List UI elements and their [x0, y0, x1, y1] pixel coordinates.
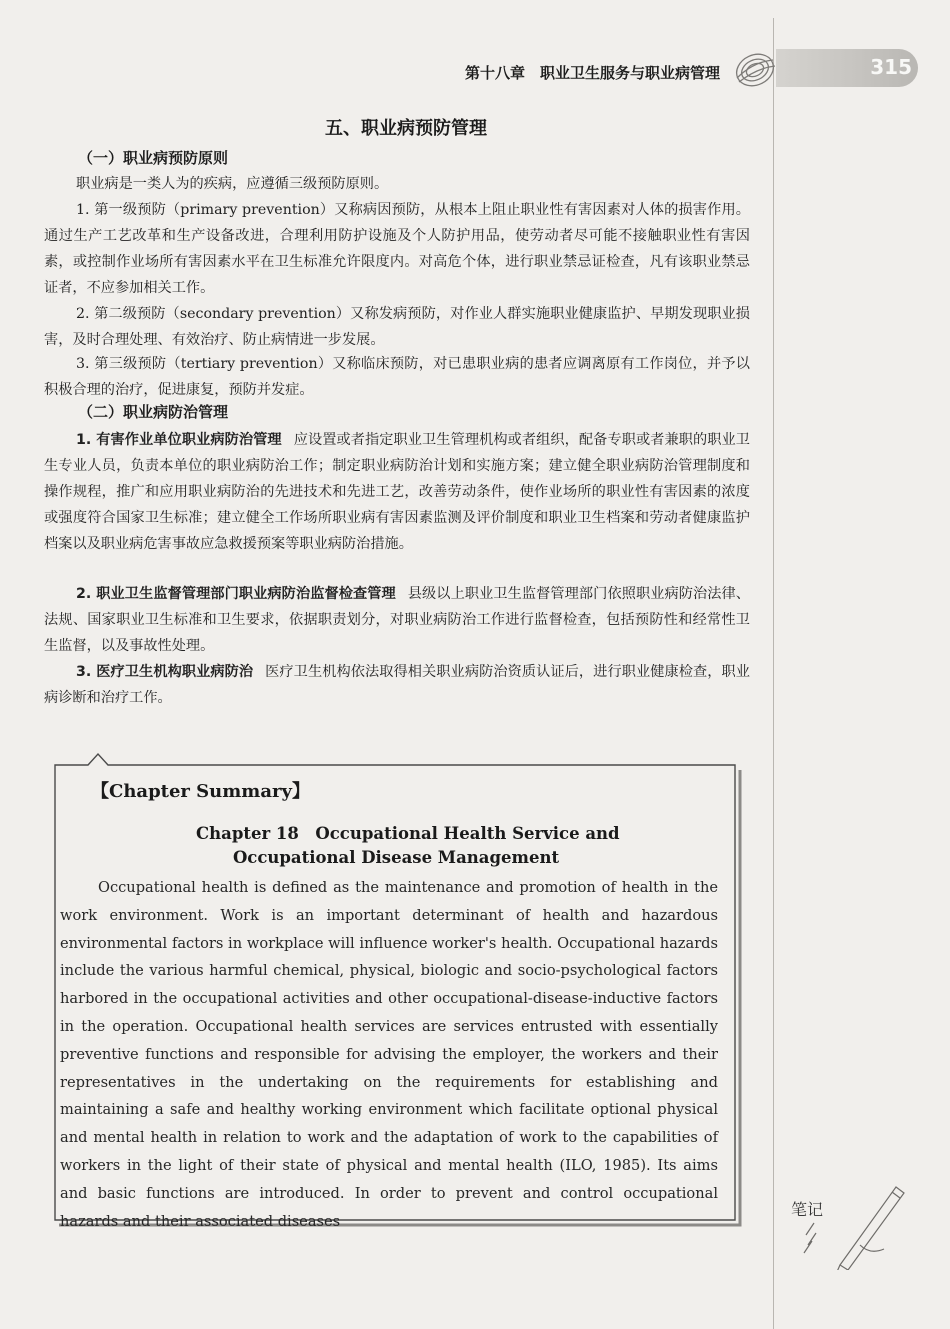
margin-divider: [773, 18, 774, 1329]
page-number: 315: [870, 55, 912, 79]
swirl-ornament-icon: [733, 48, 777, 90]
paragraph-secondary-prevention: 2. 第二级预防（secondary prevention）又称发病预防，对作业人群实施职业健康监护、早期发现职业损害，及时合理处理、有效治疗、防止病情进一步发展。: [44, 306, 750, 348]
paragraph-lead: 3. 医疗卫生机构职业病防治: [76, 664, 254, 680]
paragraph-tertiary-prevention: 3. 第三级预防（tertiary prevention）又称临床预防，对已患职业病的患者应调离原有工作岗位，并予以积极合理的治疗，促进康复，预防并发症。: [44, 356, 750, 398]
paragraph-text: 县级以上职业卫生监督管理部门依照职业病防治法律、法规、国家职业卫生标准和卫生要求，依据职责划分，对职业病防治工作进行监督检查，包括预防性和经常性卫生监督，以及事故性处理。: [44, 586, 750, 654]
paragraph-text: 医疗卫生机构依法取得相关职业病防治资质认证后，进行职业健康检查，职业病诊断和治疗工作。: [44, 664, 750, 706]
paragraph-lead: 1. 有害作业单位职业病防治管理: [76, 432, 282, 448]
running-header-chapter-title: 第十八章 职业卫生服务与职业病管理: [464, 64, 720, 82]
paragraph-supervision-management: [44, 581, 750, 659]
notes-label: 笔记: [791, 1200, 824, 1219]
paragraph-text: 应设置或者指定职业卫生管理机构或者组织，配备专职或者兼职的职业卫生专业人员，负责本单位的职业病防治工作；制定职业病防治计划和实施方案；建立健全职业病防治管理制度和操作规程，推广和应用职业病防治的先进技术和先进工艺，改善劳动条件，使作业场所的职业性有害因素的浓度或强度符合国家卫生标准；建立健全工作场所职业病有害因素监测及评价制度和职业卫生档案和劳动者健康监护档案以及职业病危害事故应急救援预案等职业病防治措施。: [44, 432, 750, 552]
summary-label: 【Chapter Summary】: [91, 781, 310, 802]
summary-body: Occupational health is defined as the maintenance and promotion of health in the work environment. Work is an important determinant of health and hazardous environmental factors in workplace will influence worker's health. Occupational hazards include the various harmful chemical, physical, biologic and socio-psychological factors harbored in the occupational activities and other occupational-disease-inductive factors in the operation. Occupational health services are services entrusted with essentially preventive functions and responsible for advising the employer, the workers and their representatives in the undertaking on the requirements for establishing and maintaining a safe and healthy working environment which facilitate optional physical and mental health in relation to work and the adaptation of work to the capabilities of workers in the light of their state of physical and mental health (ILO, 1985). Its aims and basic functions are introduced. In order to prevent and control occupational hazards and their associated diseases: [60, 879, 718, 1230]
summary-title-line-1: Chapter 18 Occupational Health Service and: [196, 824, 620, 843]
paragraph-employer-management: [44, 427, 750, 557]
subsection-heading-management: （二）职业病防治管理: [78, 403, 229, 421]
paragraph-medical-institutions: [44, 659, 750, 711]
paragraph-lead: 2. 职业卫生监督管理部门职业病防治监督检查管理: [76, 586, 396, 602]
pencil-icon: [800, 1175, 910, 1270]
paragraph-primary-prevention: 1. 第一级预防（primary prevention）又称病因预防，从根本上阻止职业性有害因素对人体的损害作用。通过生产工艺改革和生产设备改进，合理利用防护设施及个人防护用品，使劳动者尽可能不接触职业性有害因素，或控制作业场所有害因素水平在卫生标准允许限度内。对高危个体，进行职业禁忌证检查，凡有该职业禁忌证者，不应参加相关工作。: [44, 202, 750, 296]
section-title: 五、职业病预防管理: [325, 118, 487, 139]
summary-title-line-2: Occupational Disease Management: [232, 848, 560, 867]
paragraph-intro: 职业病是一类人为的疾病，应遵循三级预防原则。: [76, 176, 389, 192]
subsection-heading-principles: （一）职业病预防原则: [78, 149, 229, 167]
